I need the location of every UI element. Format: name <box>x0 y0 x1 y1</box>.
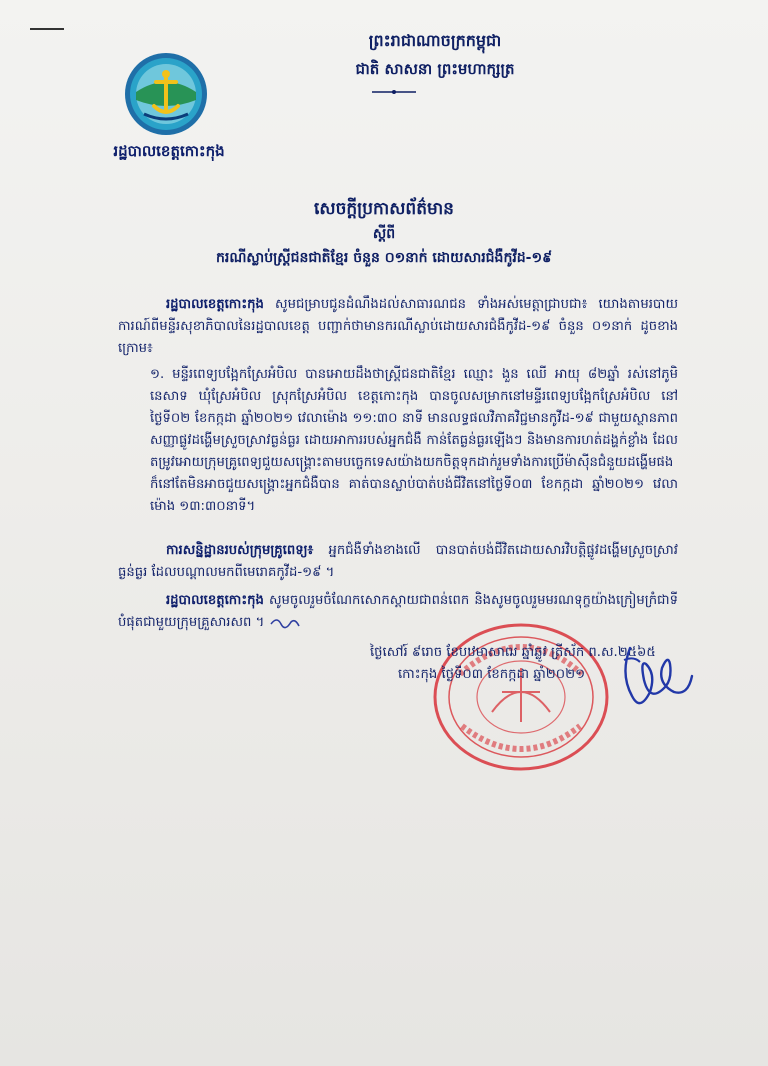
national-motto: ជាតិ សាសនា ព្រះមហាក្សត្រ <box>355 60 515 78</box>
corner-mark <box>30 28 64 30</box>
provincial-seal-logo-icon <box>124 52 208 136</box>
paragraph-text: សូមជម្រាបជូនដំណឹងដល់សាធារណជន ទាំងអស់មេត្តាជ្រាបជា៖ យោងតាមរបាយការណ៍ពីមន្ទីរសុខាភិបាលនៃរដ្ឋបាលខេត្ត បញ្ជាក់ថាមានករណីស្លាប់ដោយសារជំងឺកូវីដ-១៩ ចំនួន ០១នាក់ ដូចខាងក្រោម៖ <box>118 297 678 356</box>
lunar-date: ថ្ងៃសៅរ៍ ៩រោច ខែបឋមាសាឍ ឆ្នាំឆ្លូវ ត្រីស័ក ព.ស.២៥៦៥ <box>370 645 656 660</box>
place-and-date: កោះកុង ថ្ងៃទី០៣ ខែកក្កដា ឆ្នាំ២០២១ <box>398 667 586 682</box>
kingdom-title: ព្រះរាជាណាចក្រកម្ពុជា <box>368 31 502 50</box>
paragraph-intro <box>118 294 678 360</box>
paragraph-lead: ការសន្និដ្ឋានរបស់ក្រុមគ្រូពេទ្យ៖ <box>166 543 314 558</box>
document-title: សេចក្តីប្រកាសព័ត៌មាន <box>314 199 454 219</box>
paragraph-text: សូមចូលរួមចំណែកសោកស្តាយជាពន់ពេក និងសូមចូលរួមមរណទុក្ខយ៉ាងក្រៀមក្រំជាទីបំផុតជាមួយក្រុមគ្រួសារសព ។ <box>118 593 678 630</box>
paragraph-case-details <box>150 364 678 518</box>
ornament-divider-icon <box>370 88 418 96</box>
paragraph-conclusion <box>118 540 678 584</box>
paragraph-lead: រដ្ឋបាលខេត្តកោះកុង <box>166 593 264 608</box>
initials-mark-icon <box>269 614 301 630</box>
issuing-organization: រដ្ឋបាលខេត្តកោះកុង <box>113 142 225 160</box>
paragraph-lead: រដ្ឋបាលខេត្តកោះកុង <box>166 297 264 312</box>
paragraph-text: ១. មន្ទីរពេទ្យបង្អែកស្រែអំបិល បានអោយដឹងថាស្ត្រីជនជាតិខ្មែរ ឈ្មោះ ងួន ឈើ អាយុ ៨២ឆ្នាំ រស់នៅភូមិនេសាទ ឃុំស្រែអំបិល ស្រុកស្រែអំបិល ខេត្តកោះកុង បានចូលសម្រាកនៅមន្ទីរពេទ្យបង្អែកស្រែអំបិល នៅថ្ងៃទី០២ ខែកក្កដា ឆ្នាំ២០២១ វេលាម៉ោង ១១:៣០ នាទី មានលទ្ធផលវិភាគវិជ្ជមានកូវីដ-១៩ ជាមួយស្ថានភាពសញ្ញាផ្លូវដង្ហើមស្រួចស្រាវធ្ងន់ធ្ងរ ដោយអាការរបស់អ្នកជំងឺ កាន់តែធ្ងន់ធ្ងរឡើងៗ និងមានការហត់ដង្ហក់ខ្លាំង ដែលតម្រូវអោយក្រុមគ្រូពេទ្យជួយសង្គ្រោះតាមបច្ចេកទេសយ៉ាងយកចិត្តទុកដាក់រួមទាំងការប្រើម៉ាស៊ីនជំនួយដង្ហើមផង ក៏នៅតែមិនអាចជួយសង្គ្រោះអ្នកជំងឺបាន គាត់បានស្លាប់បាត់បង់ជីវិតនៅថ្ងៃទី០៣ ខែកក្កដា ឆ្នាំ២០២១ វេលាម៉ោង ១៣:៣០នាទី។ <box>150 367 678 514</box>
document-subject: ករណីស្លាប់ស្ត្រីជនជាតិខ្មែរ ចំនួន ០១នាក់ ដោយសារជំងឺកូវីដ-១៩ <box>216 250 552 266</box>
handwritten-signature-icon <box>610 634 696 718</box>
document-about: ស្តីពី <box>372 226 396 242</box>
paragraph-text: អ្នកជំងឺទាំងខាងលើ បានបាត់បង់ជីវិតដោយសារវិបត្តិផ្លូវដង្ហើមស្រួចស្រាវធ្ងន់ធ្ងរ ដែលបណ្តាលមកពីមេរោគកូវីដ-១៩ ។ <box>118 543 678 580</box>
